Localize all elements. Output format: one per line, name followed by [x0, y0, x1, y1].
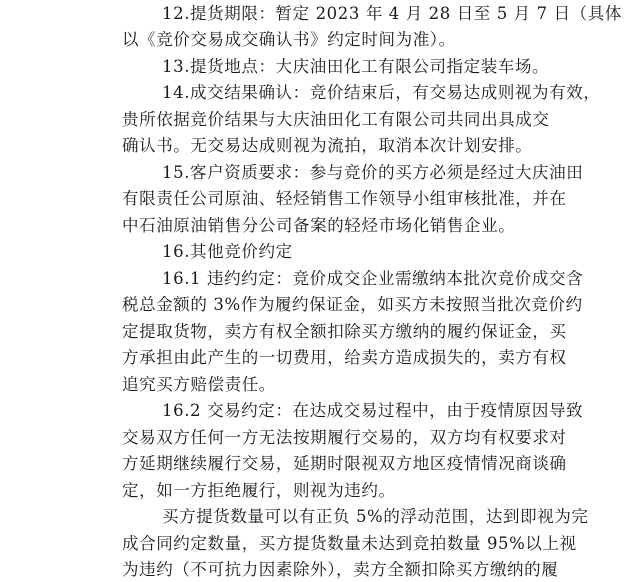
text-line: 方延期继续履行交易，延期时限视双方地区疫情情况商谈确: [122, 454, 567, 473]
text-line: 贵所依据竞价结果与大庆油田化工有限公司共同出具成交: [122, 110, 550, 129]
text-line: 16.其他竞价约定: [162, 242, 293, 261]
text-line: 买方提货数量可以有正负 5%的浮动范围，达到即视为完: [162, 507, 589, 526]
text-line: 税总金额的 3%作为履约保证金，如买方未按照当批次竞价约: [122, 295, 583, 314]
text-line: 方承担由此产生的一切费用，给卖方造成损失的，卖方有权: [122, 348, 567, 367]
text-line: 16.2 交易约定：在达成交易过程中，由于疫情原因导致: [162, 401, 584, 420]
text-line: 追究买方赔偿责任。: [122, 375, 276, 394]
text-line: 成合同约定数量，买方提货数量未达到竞拍数量 95%以上视: [122, 534, 577, 553]
text-line: 15.客户资质要求：参与竞价的买方必须是经过大庆油田: [162, 163, 584, 182]
text-line: 交易双方任何一方无法按期履行交易的，双方均有权要求对: [122, 428, 567, 447]
text-line: 定提取货物，卖方有权全额扣除买方缴纳的履约保证金，买: [122, 322, 567, 341]
text-line: 以《竞价交易成交确认书》约定时间为准）。: [122, 30, 456, 49]
text-line: 中石油原油销售分公司备案的轻烃市场化销售企业。: [122, 216, 516, 235]
text-line: 为违约（不可抗力因素除外），卖方全额扣除买方缴纳的履: [122, 560, 559, 579]
text-line: 定，如一方拒绝履行，则视为违约。: [122, 481, 396, 500]
text-line: 确认书。无交易达成则视为流拍，取消本次计划安排。: [122, 136, 533, 155]
text-line: 14.成交结果确认：竞价结束后，有交易达成则视为有效，: [162, 83, 601, 102]
text-line: 13.提货地点：大庆油田化工有限公司指定装车场。: [162, 57, 550, 76]
text-line: 有限责任公司原油、轻烃销售工作领导小组审核批准，并在: [122, 189, 567, 208]
text-line: 12.提货期限：暂定 2023 年 4 月 28 日至 5 月 7 日（具体: [162, 4, 622, 23]
text-line: 16.1 违约约定：竞价成交企业需缴纳本批次竞价成交含: [162, 269, 584, 288]
